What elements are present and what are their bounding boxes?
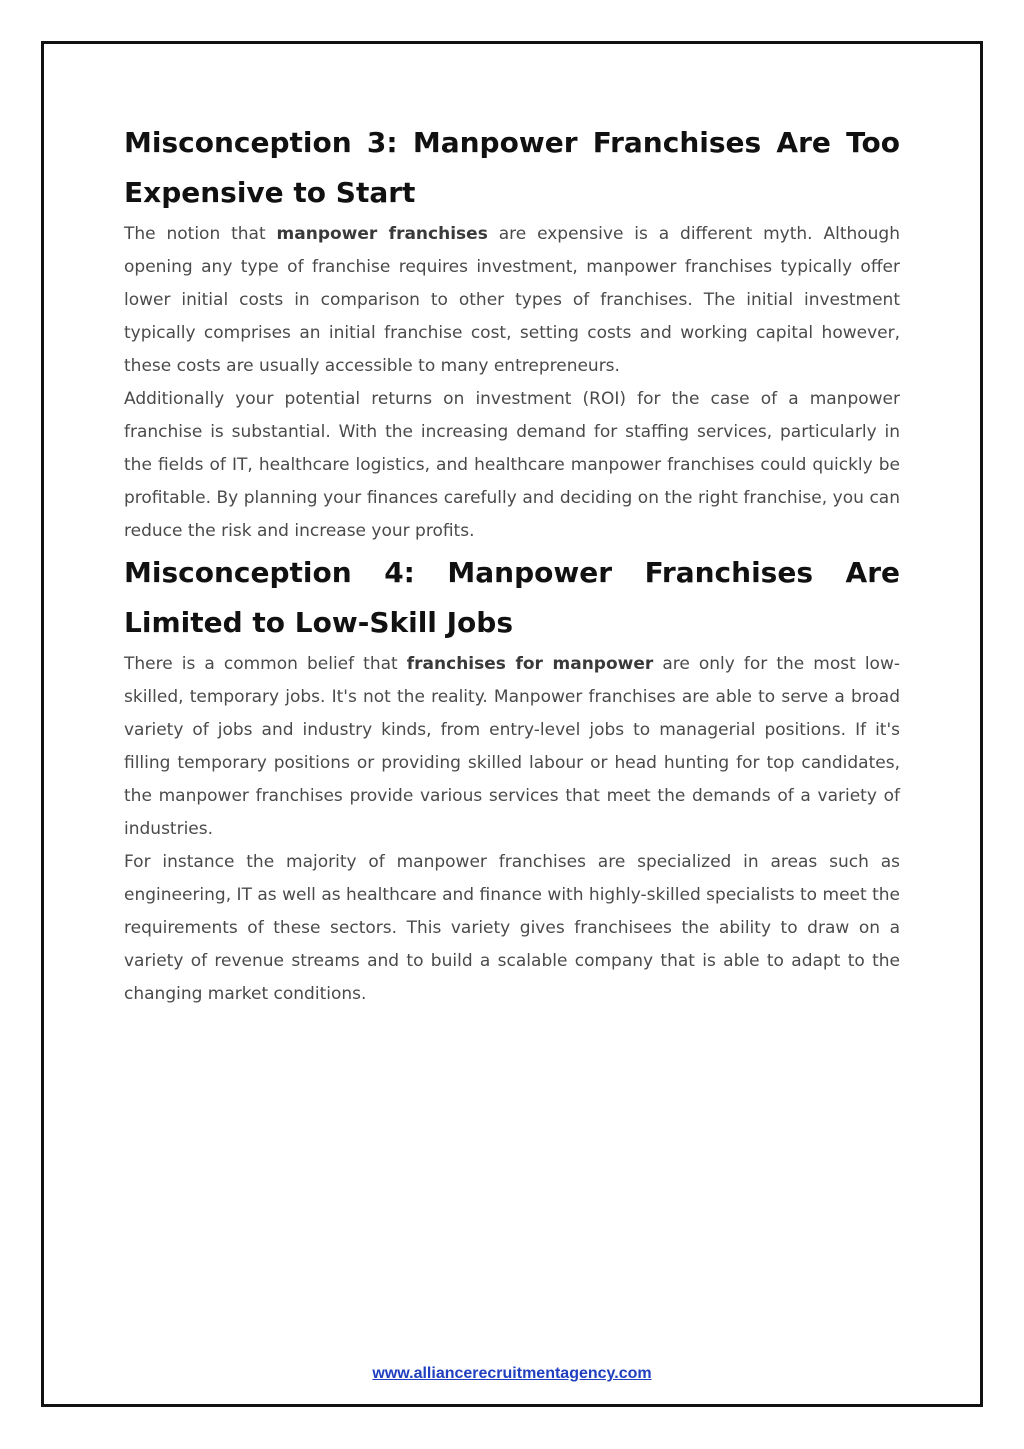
paragraph-text: There is a common belief that [124, 654, 407, 674]
paragraph-text: The notion that [124, 224, 277, 244]
paragraph-low-skill-belief [124, 648, 900, 846]
bold-keyword-manpower-franchises: manpower franchises [276, 224, 488, 244]
footer-website-link[interactable]: www.alliancerecruitmentagency.com [372, 1365, 652, 1382]
paragraph-roi: Additionally your potential returns on investment (ROI) for the case of a manpower franchise is substantial. With the increasing demand for staffing services, particularly in the fields of IT, healthcare logistics, and healthcare manpower franchises could quickly be profitable. By planning your finances carefully and deciding on the right franchise, you can reduce the risk and increase your profits. [124, 389, 900, 541]
section-heading-misconception-3: Misconception 3: Manpower Franchises Are Too Expensive to Start [124, 126, 900, 209]
section-heading-misconception-4: Misconception 4: Manpower Franchises Are Limited to Low-Skill Jobs [124, 556, 900, 639]
paragraph-specialization: For instance the majority of manpower franchises are specialized in areas such as engineering, IT as well as healthcare and finance with highly-skilled specialists to meet the requirements of these sectors. This variety gives franchisees the ability to draw on a variety of revenue streams and to build a scalable company that is able to adapt to the changing market conditions. [124, 852, 900, 1004]
bold-keyword-franchises-for-manpower: franchises for manpower [406, 654, 654, 674]
paragraph-text: are expensive is a different myth. Although opening any type of franchise requires investment, manpower franchises typically offer lower initial costs in comparison to other types of franchises. The initial investment typically comprises an initial franchise cost, setting costs and working capital however, these costs are usually accessible to many entrepreneurs. [124, 224, 901, 376]
paragraph-cost-myth [124, 218, 900, 383]
paragraph-text: are only for the most low-skilled, temporary jobs. It's not the reality. Manpower franchises are able to serve a broad variety of jobs and industry kinds, from entry-level jobs to managerial positions. If it's filling temporary positions or providing skilled labour or head hunting for top candidates, the manpower franchises provide various services that meet the demands of a variety of industries. [124, 654, 900, 839]
document-body [124, 118, 900, 1011]
